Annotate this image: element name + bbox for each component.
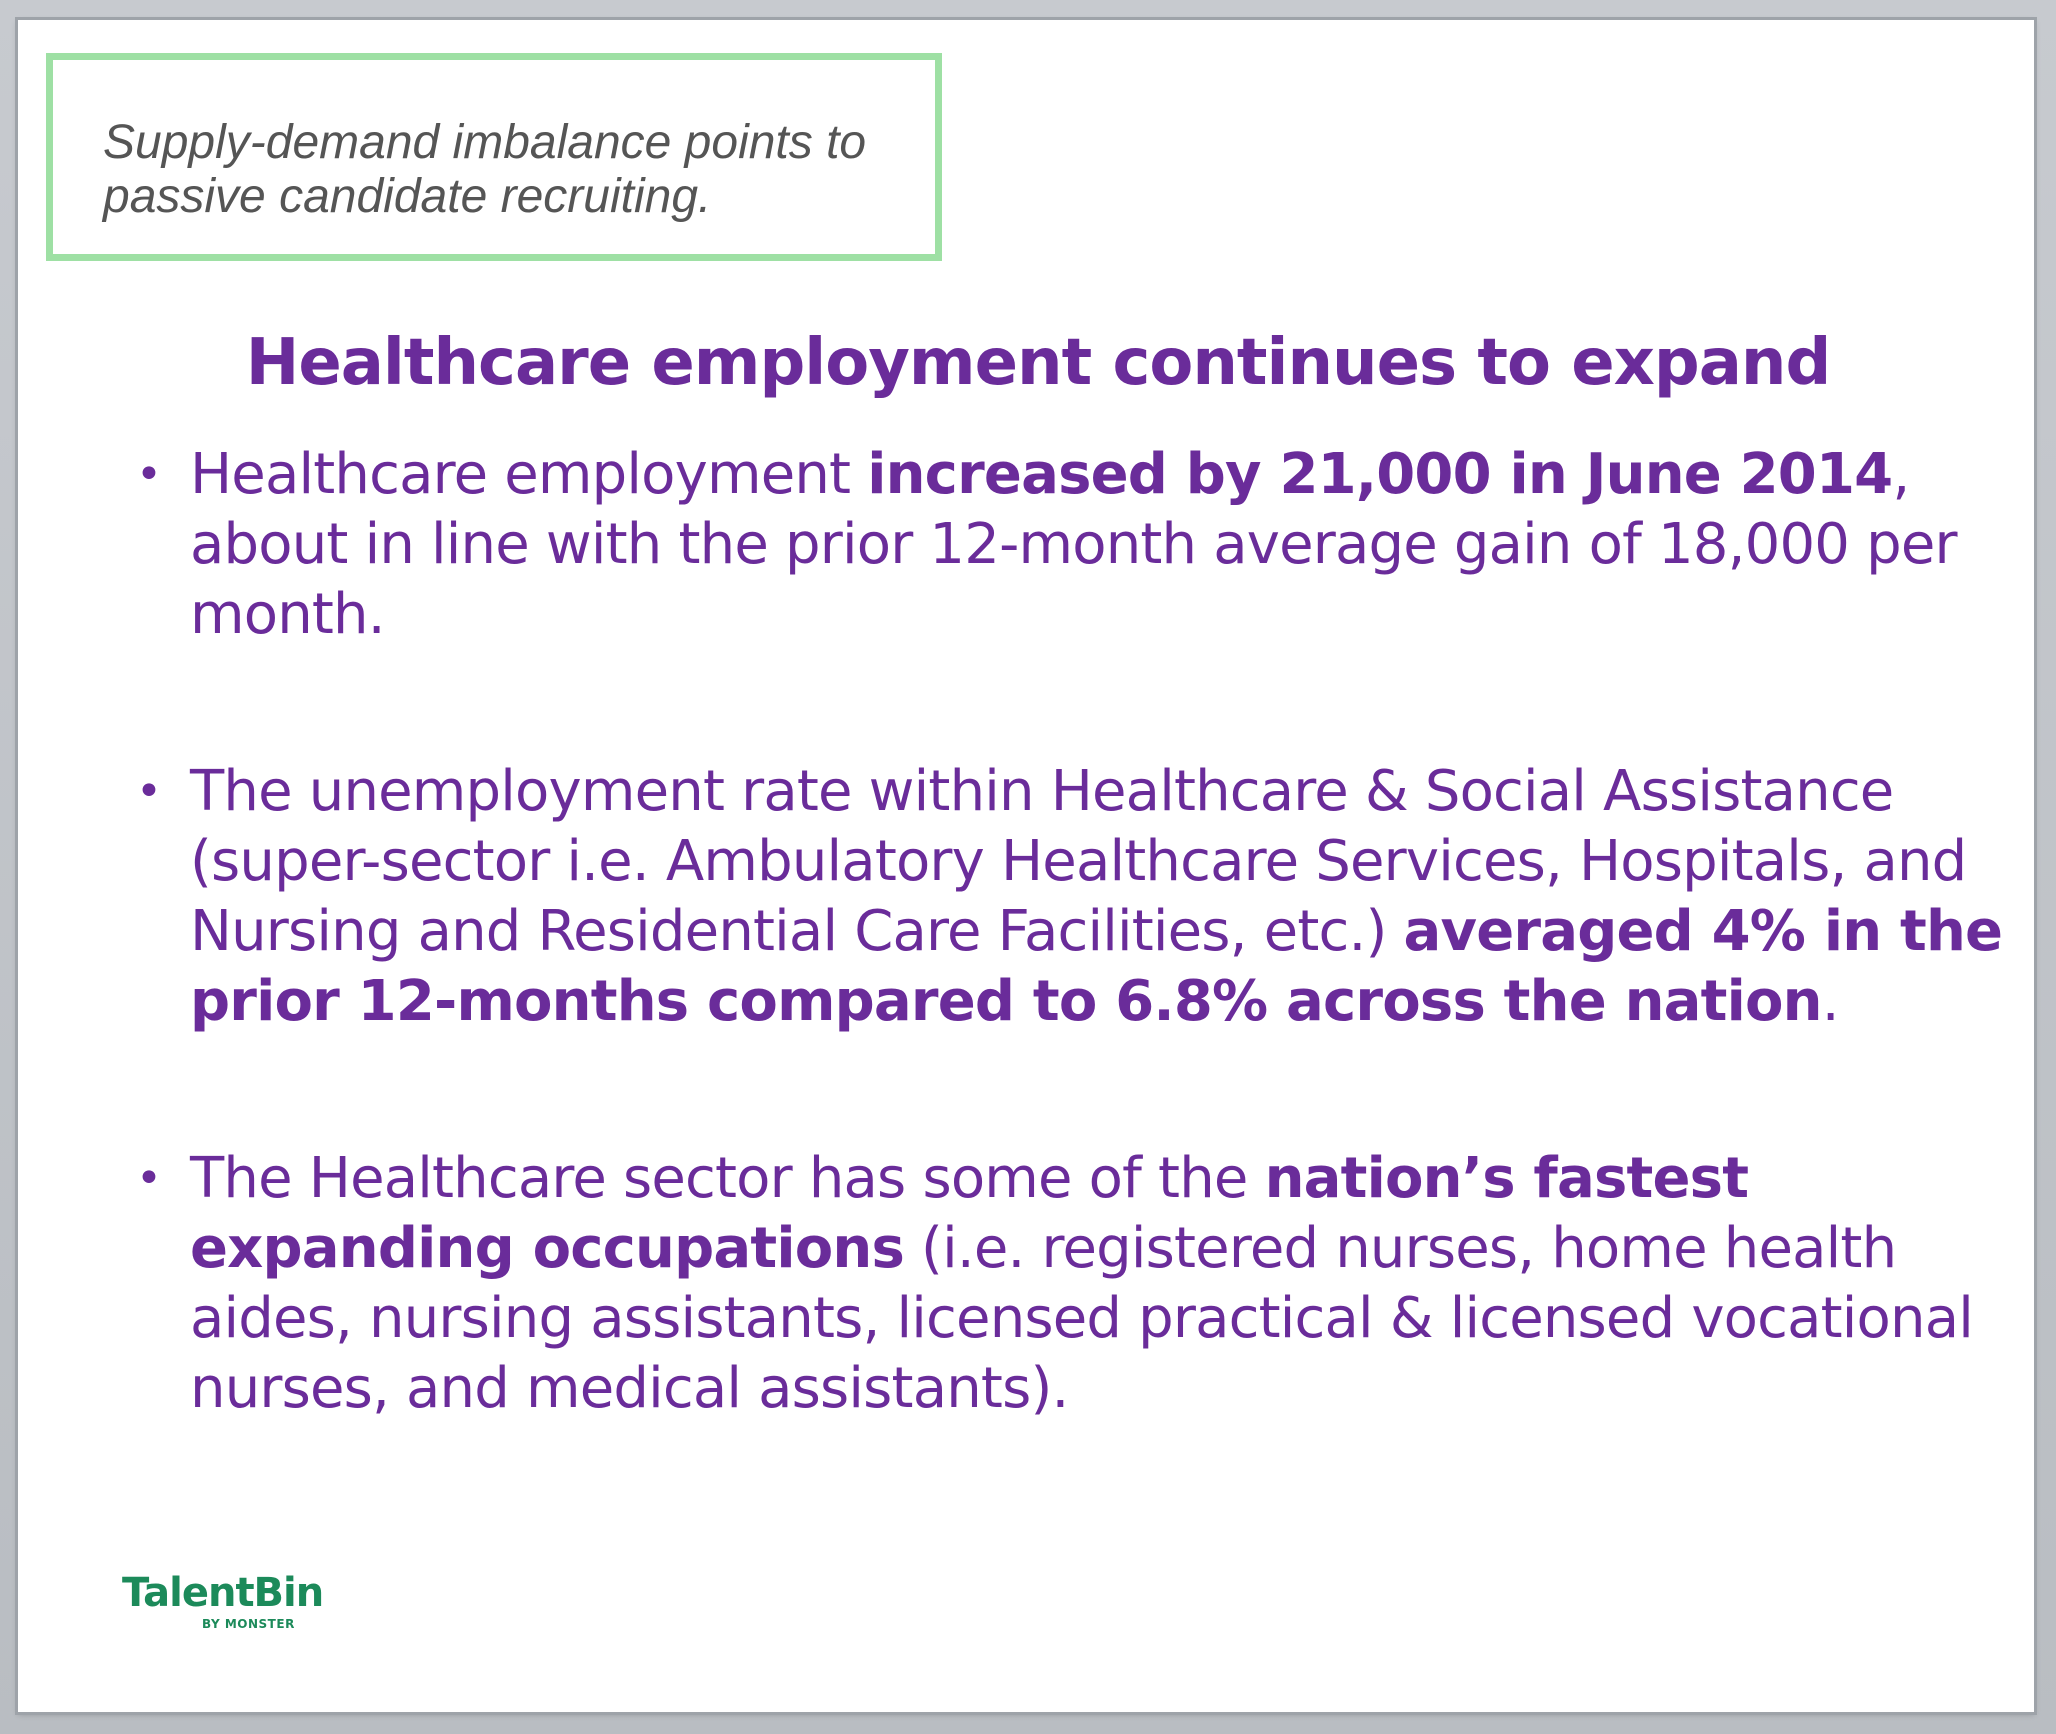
callout-box: [46, 53, 942, 261]
bullet-list: [108, 440, 2008, 1424]
bullet-dot-icon: •: [136, 449, 162, 500]
bold-segment: increased by 21,000 in June 2014: [867, 442, 1893, 507]
bullet-item: [108, 440, 2008, 650]
bullet-text: [190, 1146, 1973, 1421]
bullet-item: [108, 1144, 2008, 1424]
text-segment: (i.e. registered nurses, home health aides, nursing assistants, licensed practical & licensed vocational nurses, and medical assistants).: [190, 1216, 1973, 1421]
text-segment: The unemployment rate within Healthcare & Social Assistance (super-sector i.e. Ambulatory Healthcare Services, Hospitals, and Nursing and Residential Care Facilities, etc.): [190, 759, 1967, 964]
bullet-dot-icon: •: [136, 766, 162, 817]
slide: [18, 20, 2034, 1712]
talentbin-logo: [122, 1570, 422, 1640]
text-segment: .: [1821, 969, 1839, 1034]
bold-segment: averaged 4% in the prior 12-months compared to 6.8% across the nation: [190, 899, 2003, 1034]
bullet-item: [108, 757, 2008, 1037]
logo-name: TalentBin: [122, 1570, 324, 1616]
bullet-text: [190, 442, 1957, 647]
text-segment: , about in line with the prior 12-month average gain of 18,000 per month.: [190, 442, 1957, 647]
text-segment: Healthcare employment: [190, 442, 868, 507]
bullet-text: [190, 759, 2002, 1034]
callout-text: Supply-demand imbalance points to passive candidate recruiting.: [103, 116, 867, 223]
slide-title: Healthcare employment continues to expand: [245, 326, 1831, 400]
bold-segment: nation’s fastest expanding occupations: [190, 1146, 1749, 1281]
text-segment: The Healthcare sector has some of the: [190, 1146, 1265, 1211]
bullet-dot-icon: •: [136, 1153, 162, 1204]
logo-subtitle: BY MONSTER: [202, 1617, 295, 1631]
